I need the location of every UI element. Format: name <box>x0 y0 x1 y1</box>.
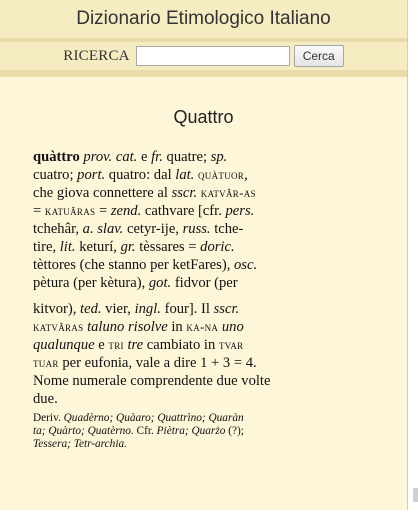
entry-text-segment: pètura (per kètura), <box>33 275 149 291</box>
entry-line <box>33 274 238 292</box>
entry-text-segment: katuâras <box>44 203 96 218</box>
entry-text-segment: cetyr-ije, <box>123 221 183 237</box>
entry-title: Quattro <box>173 107 234 127</box>
entry-text-segment: Quadèrno; Quàaro; Quattrìno; Quaràn <box>63 412 244 424</box>
entry-line <box>33 184 256 202</box>
entry-text-segment: quatro: dal <box>105 167 176 183</box>
derivation-line <box>33 412 244 425</box>
entry-text-segment: Nome numerale comprendente due volte <box>33 373 271 389</box>
entry-text-segment: (?); <box>225 425 244 437</box>
entry-text-segment: sscr. <box>171 185 198 201</box>
entry-line <box>33 300 239 318</box>
entry-text-segment: a. slav. <box>82 221 124 237</box>
search-bar <box>0 42 407 77</box>
entry-text-segment: tèssares = <box>135 239 201 255</box>
entry-text-segment: = <box>95 203 111 219</box>
entry-text-segment: due. <box>33 391 58 407</box>
entry-text-segment: tre <box>127 337 144 353</box>
entry-text-segment: taluno risolve <box>87 319 168 335</box>
entry-text-segment: vier, <box>101 301 135 317</box>
derivation-line <box>33 425 244 438</box>
search-button[interactable]: Cerca <box>294 45 344 67</box>
entry-text-segment: Cfr. <box>133 425 157 437</box>
entry-text-segment: lit. <box>59 239 76 255</box>
search-label: RICERCA <box>63 47 130 64</box>
entry-text-segment: , <box>244 167 248 183</box>
entry-text-segment: quàttro <box>33 149 80 165</box>
entry-text-segment: quàtuor <box>198 167 245 182</box>
entry-text-segment: ka-na <box>186 319 219 334</box>
entry-text-segment: lat. <box>175 167 195 183</box>
entry-text-segment: tchehâr, <box>33 221 83 237</box>
entry-text-segment: ingl. <box>134 301 161 317</box>
entry-text-segment: cuatro; <box>33 167 78 183</box>
entry-text-segment: cathvare [cfr. <box>141 203 226 219</box>
entry-text-segment: tuar <box>33 355 59 370</box>
entry-text-segment: sp. <box>210 149 228 165</box>
entry-line <box>33 318 244 336</box>
search-input[interactable] <box>136 46 290 66</box>
header-band <box>0 0 407 42</box>
entry-line <box>33 354 257 372</box>
entry-text-segment: quatre; <box>162 149 211 165</box>
entry-text-segment: tvar <box>218 337 244 352</box>
entry-text-segment: fidvor (per <box>171 275 238 291</box>
entry-line <box>33 390 58 408</box>
entry-line <box>33 220 243 238</box>
entry-line <box>33 166 248 184</box>
entry-text-segment: cambiato in <box>143 337 219 353</box>
entry-text-segment: tche- <box>210 221 244 237</box>
entry-text-segment: katvâr-as <box>200 185 256 200</box>
scrollbar-fragment[interactable] <box>413 488 418 502</box>
entry-text-segment: tire, <box>33 239 60 255</box>
entry-text-segment: in <box>167 319 187 335</box>
scanned-dictionary-entry <box>33 148 378 458</box>
entry-text-segment: katvâras <box>33 319 84 334</box>
entry-text-segment: Deriv. <box>33 412 64 424</box>
entry-text-segment: zend. <box>110 203 142 219</box>
entry-text-segment: qualunque <box>33 337 95 353</box>
entry-text-segment: pers. <box>225 203 255 219</box>
entry-line <box>33 202 254 220</box>
entry-text-segment: che giova connettere al <box>33 185 172 201</box>
entry-text-segment: port. <box>77 167 106 183</box>
entry-text-segment: e <box>137 149 152 165</box>
entry-text-segment: russ. <box>182 221 211 237</box>
entry-text-segment: uno <box>221 319 244 335</box>
entry-text-segment: ted. <box>80 301 102 317</box>
entry-text-segment: doric. <box>200 239 235 255</box>
derivation-line <box>33 438 127 451</box>
entry-text-segment: keturí, <box>75 239 121 255</box>
entry-text-segment: got. <box>148 275 172 291</box>
entry-text-segment: ta; Quàrto; Quatèrno. <box>33 425 134 437</box>
entry-text-segment: tèttores (che stanno per ketFares), <box>33 257 234 273</box>
entry-line <box>33 148 227 166</box>
entry-text-segment: tri <box>108 337 124 352</box>
entry-text-segment: gr. <box>120 239 136 255</box>
entry-text-segment: fr. <box>151 149 163 165</box>
entry-text-segment: prov. cat. <box>83 149 138 165</box>
entry-line <box>33 238 235 256</box>
site-title: Dizionario Etimologico Italiano <box>76 8 331 29</box>
entry-text-segment: four]. Il <box>160 301 214 317</box>
entry-text-segment: Tessera; Tetr-archia. <box>33 438 127 450</box>
entry-line <box>33 372 270 390</box>
entry-text-segment: sscr. <box>213 301 240 317</box>
entry-line <box>33 336 243 354</box>
entry-text-segment: kitvor), <box>33 301 81 317</box>
entry-text-segment: e <box>94 337 109 353</box>
entry-text-segment: per eufonia, vale a dire 1 + 3 = 4. <box>58 355 257 371</box>
entry-text-segment: = <box>33 203 45 219</box>
entry-line <box>33 256 257 274</box>
entry-text-segment: osc. <box>234 257 258 273</box>
entry-text-segment: Piètra; Quarżo <box>156 425 226 437</box>
